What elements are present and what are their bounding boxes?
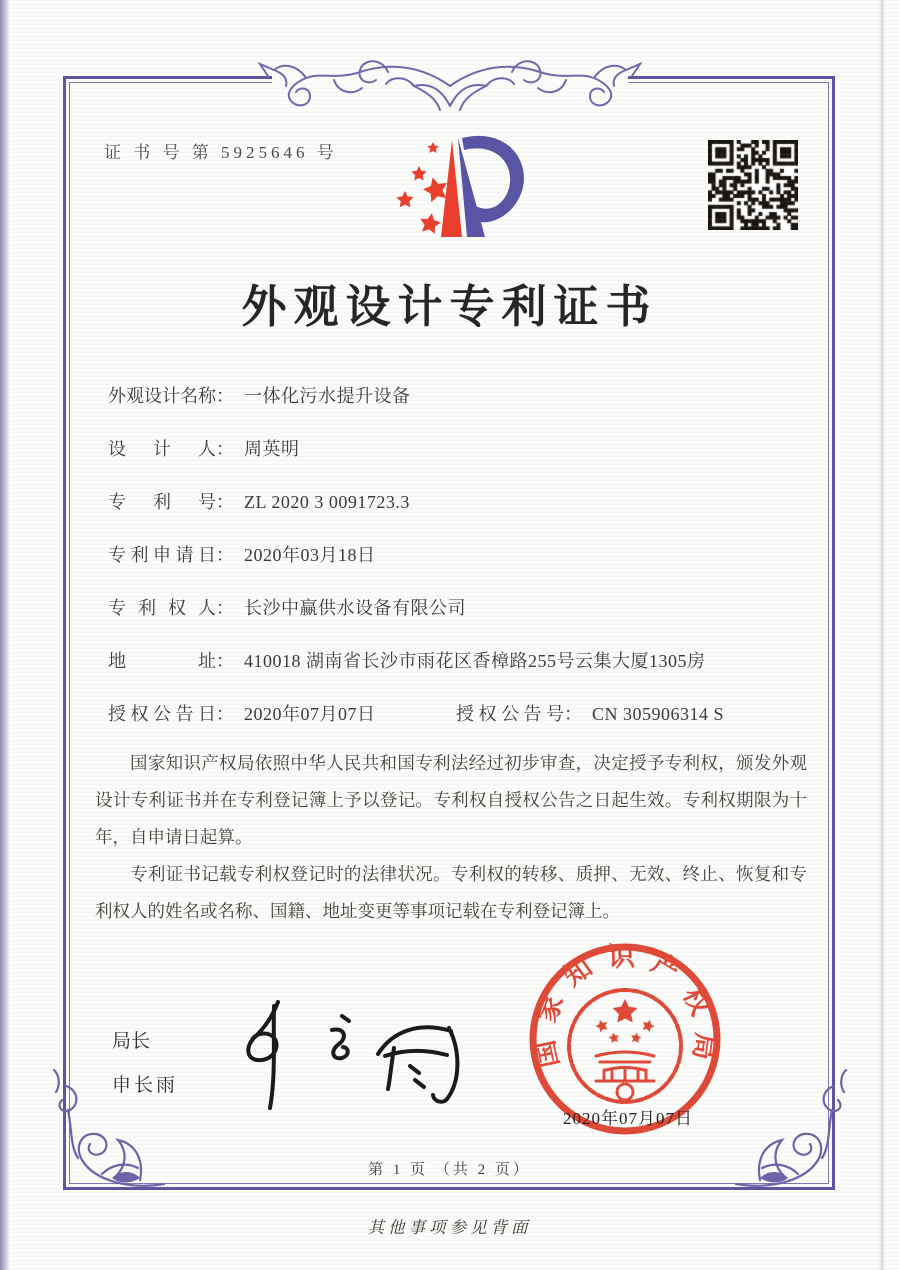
certificate-title: 外观设计专利证书 bbox=[241, 282, 658, 332]
field-patent-number bbox=[108, 489, 808, 542]
scan-edge-shadow bbox=[0, 0, 10, 1270]
field-colon: ： bbox=[216, 439, 234, 459]
field-label: 授权公告日 bbox=[108, 704, 216, 724]
qr-code bbox=[708, 140, 798, 230]
field-colon: ： bbox=[216, 386, 234, 406]
field-designer bbox=[108, 436, 808, 489]
field-value: 410018 湖南省长沙市雨花区香樟路255号云集大厦1305房 bbox=[244, 651, 706, 671]
director-signature-icon bbox=[218, 990, 488, 1115]
legal-paragraph-2: 专利证书记载专利权登记时的法律状况。专利权的转移、质押、无效、终止、恢复和专利权人的姓名或名称、国籍、地址变更等事项记载在专利登记簿上。 bbox=[95, 864, 807, 921]
field-colon: ： bbox=[216, 598, 234, 618]
field-label: 授权公告号 bbox=[456, 704, 564, 724]
legal-text-block bbox=[95, 745, 807, 930]
field-label: 地址 bbox=[108, 651, 216, 671]
field-colon: ： bbox=[216, 545, 234, 565]
field-address bbox=[108, 648, 808, 701]
field-value: 周英明 bbox=[244, 439, 300, 459]
field-label: 专利申请日 bbox=[108, 545, 216, 565]
field-application-date bbox=[108, 542, 808, 595]
legal-paragraph-1: 国家知识产权局依照中华人民共和国专利法经过初步审查，决定授予专利权，颁发外观设计专利证书并在专利登记簿上予以登记。专利权自授权公告之日起生效。专利权期限为十年，自申请日起算。 bbox=[95, 753, 807, 847]
page-number: 第 1 页 （共 2 页） bbox=[368, 1162, 531, 1178]
field-grant-number bbox=[456, 701, 724, 727]
seal-date: 2020年07月07日 bbox=[563, 1109, 693, 1128]
field-value: CN 305906314 S bbox=[592, 704, 725, 724]
field-value: 长沙中赢供水设备有限公司 bbox=[244, 598, 466, 618]
field-label: 设计人 bbox=[108, 439, 216, 459]
top-flourish-ornament-icon bbox=[238, 28, 662, 128]
field-value: 2020年07月07日 bbox=[244, 704, 376, 724]
officer-name: 申长雨 bbox=[112, 1075, 179, 1096]
field-colon: ： bbox=[216, 704, 234, 724]
certificate-number: 证 书 号 第 5925646 号 bbox=[104, 143, 338, 162]
field-value: ZL 2020 3 0091723.3 bbox=[244, 492, 410, 512]
field-value: 一体化污水提升设备 bbox=[244, 386, 411, 406]
field-label: 专利号 bbox=[108, 492, 216, 512]
scan-edge-shadow-right bbox=[879, 0, 885, 1270]
back-side-note: 其他事项参见背面 bbox=[367, 1218, 532, 1237]
field-label: 外观设计名称 bbox=[108, 386, 216, 406]
cnipa-logo bbox=[378, 130, 528, 258]
field-patentee bbox=[108, 595, 808, 648]
field-value: 2020年03月18日 bbox=[244, 545, 376, 565]
field-label: 专利权人 bbox=[108, 598, 216, 618]
officer-block bbox=[112, 1026, 178, 1097]
field-colon: ： bbox=[216, 492, 234, 512]
field-design-name bbox=[108, 383, 808, 436]
field-colon: ： bbox=[564, 704, 582, 724]
seal-text: 国家知识产权局 bbox=[529, 941, 722, 1071]
officer-title: 局长 bbox=[112, 1031, 151, 1052]
field-list bbox=[108, 383, 808, 754]
field-colon: ： bbox=[216, 651, 234, 671]
